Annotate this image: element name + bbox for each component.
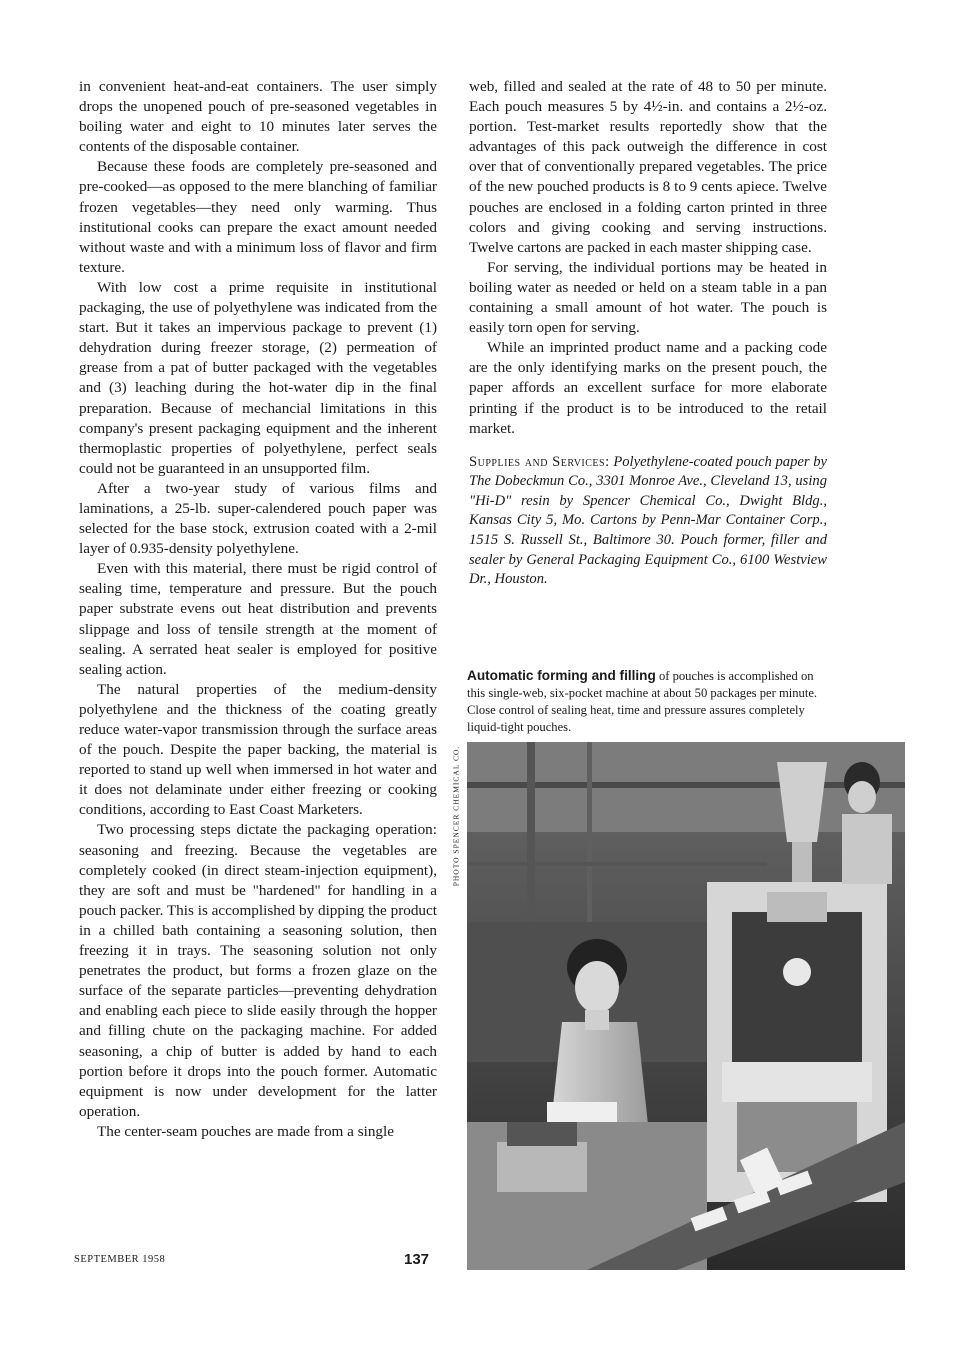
caption-lead: Automatic forming and filling [467,668,656,683]
supplies-text: Polyethylene-coated pouch paper by The Dobeckmun Co., 3301 Monroe Ave., Cleveland 13, using "Hi-D" resin by Spencer Chemical Co., Dwight Bldg., Kansas City 5, Mo. Cartons by Penn-Mar Container Corp., 1515 S. Russell St., Baltimore 30. Pouch former, filler and sealer by General Packaging Equipment Co., 6100 Westview Dr., Houston. [469,453,827,588]
factory-photo [467,742,905,1270]
paragraph: in convenient heat-and-eat containers. The user simply drops the unopened pouch of pre-seasoned vegetables in boiling water and eight to 10 minutes later serves the contents of the disposable container. [79,78,437,156]
caption-text: of pouches is accomplished on this single-web, six-pocket machine at about 50 packages per minute. Close control of sealing heat, time and pressure assures completely liquid-tight pouches. [467,669,818,734]
paragraph: web, filled and sealed at the rate of 48 to 50 per minute. Each pouch measures 5 by 4½-in. and contains a 2½-oz. portion. Test-market results reportedly show that the advantages of this pack outweigh the difference in cost over that of conventionally prepared vegetables. The price of the new pouched products is 8 to 9 cents apiece. Twelve pouches are enclosed in a folding carton printed in three colors and giving cooking and serving instructions. Twelve cartons are packed in each master shipping case. [469,78,827,256]
paragraph: After a two-year study of various films and laminations, a 25-lb. super-calendered pouch paper was selected for the base stock, extrusion coated with a 2-mil layer of 0.935-density polyethylene. [79,479,437,558]
supplies-label: Supplies and Services: [469,453,610,470]
page-number: 137 [404,1251,430,1268]
paragraph: The center-seam pouches are made from a single [97,1122,394,1140]
supplies-and-services [469,453,827,590]
paragraph: For serving, the individual portions may be heated in boiling water as needed or held on a steam table in a pan containing a small amount of hot water. The pouch is easily torn open for serving. [469,258,827,337]
paragraph: Even with this material, there must be rigid control of sealing time, temperature and pressure. But the pouch paper substrate evens out heat distribution and prevents slippage and loss of tensile strength at the moment of sealing. A serrated heat sealer is employed for positive sealing action. [79,560,437,678]
right-column [469,77,827,590]
paragraph: With low cost a prime requisite in institutional packaging, the use of polyethylene was indicated from the start. But it takes an impervious package to prevent (1) dehydration during freezer storage, (2) permeation of grease from a pat of butter packaged with the vegetables and (3) leaching during the hot-water dip in the final preparation. Because of mechancial limitations in this company's present packaging equipment and the inherent thermoplastic properties of polyethylene, perfect seals could not be guaranteed in an unsupported film. [79,278,437,477]
paragraph: Because these foods are completely pre-seasoned and pre-cooked—as opposed to the mere blanching of familiar frozen vegetables—they need only warming. Thus institutional cooks can prepare the exact amount needed without waste and with a minimum loss of flavor and firm texture. [79,158,437,276]
paragraph: While an imprinted product name and a packing code are the only identifying marks on the present pouch, the paper affords an excellent surface for more elaborate printing if the product is to be introduced to the retail market. [469,339,827,437]
photo-credit [449,746,463,886]
photo-caption [467,667,829,736]
factory-photo-illustration [467,742,905,1270]
issue-date: SEPTEMBER 1958 [74,1254,166,1265]
photo-credit-text: PHOTO SPENCER CHEMICAL CO. [451,745,461,887]
paragraph: The natural properties of the medium-density polyethylene and the thickness of the coating greatly reduce water-vapor transmission through the surface areas of the pouch. Despite the paper backing, the material is reported to stand up well when immersed in hot water and it does not delaminate under either freezing or cooking conditions, according to East Coast Marketers. [79,680,437,819]
left-column [79,77,437,1142]
paragraph: Two processing steps dictate the packaging operation: seasoning and freezing. Because the vegetables are completely cooked (in direct steam-injection equipment), they are soft and must be "hardened" for handling in a pouch packer. This is accomplished by dipping the product in a chilled bath containing a seasoning solution, then freezing it in trays. The seasoning solution not only penetrates the product, but forms a frozen glaze on the surface of the separate particles—preventing dehydration and enabling each piece to slide easily through the hopper and filling chute on the packaging machine. For added seasoning, a chip of butter is added by hand to each portion before it drops into the pouch former. Automatic equipment is now under development for the latter operation. [79,821,437,1120]
